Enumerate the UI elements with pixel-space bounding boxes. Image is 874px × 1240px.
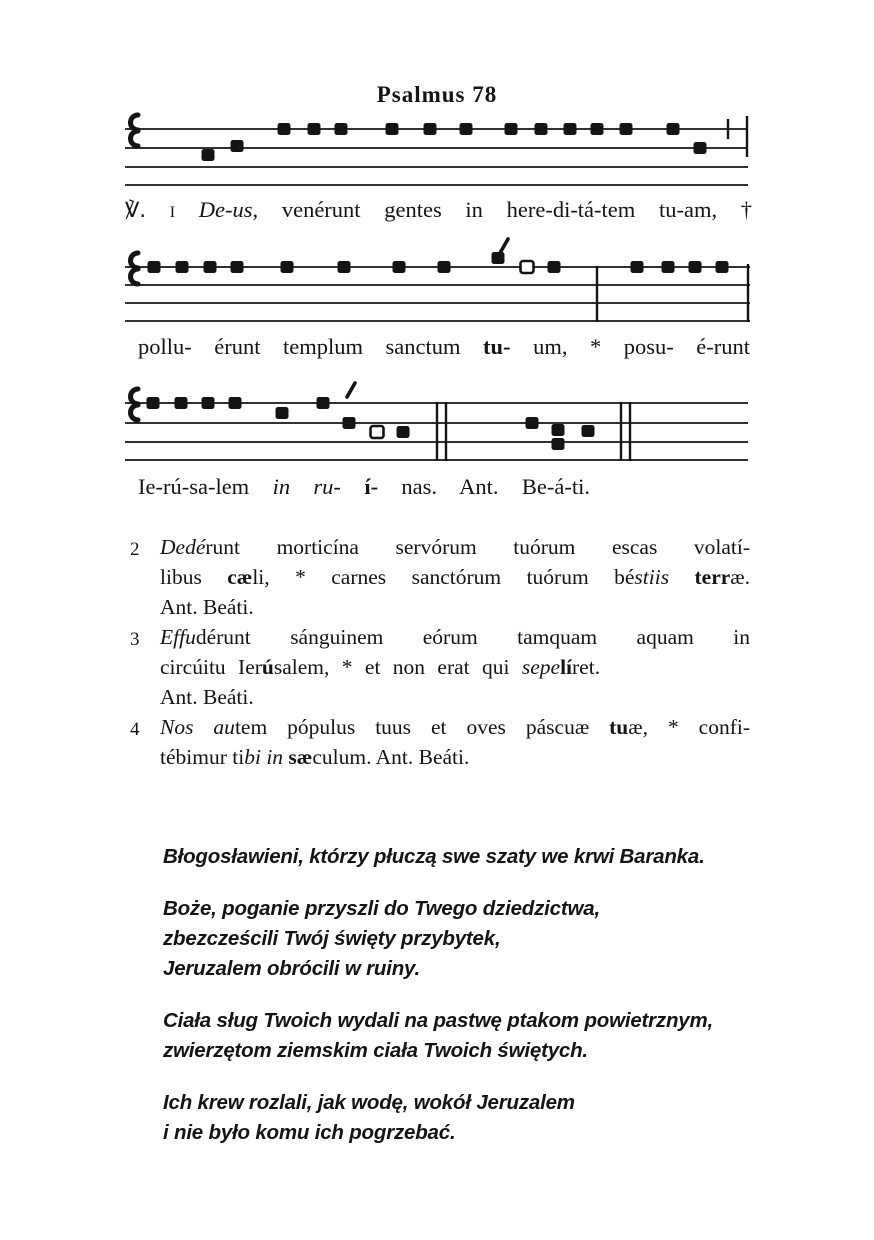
text-segment: cæ (227, 565, 253, 589)
punctum-note (397, 426, 410, 438)
polish-line: Boże, poganie przyszli do Twego dziedzictwa, (163, 897, 600, 920)
verse-line (160, 682, 750, 712)
punctum-note (548, 261, 561, 273)
polish-line: Ich krew rozlali, jak wodę, wokół Jeruzalem (163, 1091, 575, 1114)
punctum-note (343, 417, 356, 429)
verse-line (160, 652, 750, 682)
punctum-note (148, 261, 161, 273)
text-segment: culum. Ant. Beáti. (312, 745, 470, 769)
verse-number: 2 (130, 539, 140, 560)
punctum-note (438, 261, 451, 273)
punctum-note (526, 417, 539, 429)
punctum-note (175, 397, 188, 409)
punctum-note (202, 149, 215, 161)
polish-line: Błogosławieni, którzy płuczą swe szaty we krwi Baranka. (163, 845, 705, 868)
text-segment (175, 197, 199, 222)
verse-number: 4 (130, 719, 140, 740)
punctum-note (424, 123, 437, 135)
punctum-cavum-note (371, 426, 384, 438)
polish-paragraph (163, 842, 803, 872)
text-segment: terr (694, 565, 731, 589)
punctum-cavum-note (521, 261, 534, 273)
verse-line (160, 562, 750, 592)
verse-3 (128, 622, 750, 712)
polish-paragraph (163, 1006, 803, 1066)
text-segment: tu (609, 715, 629, 739)
punctum-note (552, 438, 565, 450)
punctum-note (229, 397, 242, 409)
chant-text-line-2 (138, 333, 750, 361)
text-segment (669, 565, 694, 589)
text-segment: lí (560, 655, 573, 679)
chant-staff-3 (118, 378, 766, 470)
punctum-note (620, 123, 633, 135)
text-segment: tébimur ti (160, 745, 245, 769)
polish-paragraph (163, 894, 803, 984)
text-segment: sæ (288, 745, 313, 769)
polish-line: Ciała sług Twoich wydali na pastwę ptakom powietrznym, (163, 1009, 714, 1032)
polish-translation (163, 842, 803, 1170)
punctum-note (505, 123, 518, 135)
punctum-note (694, 142, 707, 154)
text-segment: circúitu Ier (160, 655, 262, 679)
polish-line: zbezcześcili Twój święty przybytek, (163, 927, 501, 950)
text-segment: venérunt gentes in here-di-tá-tem tu-am, † (258, 197, 753, 222)
ictus-accent-icon (347, 383, 355, 397)
text-segment: Ie-rú-sa-lem (138, 474, 273, 499)
do-clef-icon (131, 131, 138, 146)
punctum-note (281, 261, 294, 273)
text-segment: libus (160, 565, 228, 589)
punctum-note (317, 397, 330, 409)
punctum-note (582, 425, 595, 437)
text-segment: æ, * confi- (628, 715, 751, 739)
text-segment: tem pópulus tuus et oves páscuæ (234, 715, 610, 739)
punctum-note (689, 261, 702, 273)
polish-paragraph (163, 1088, 803, 1148)
psalm-title: Psalmus 78 (376, 82, 498, 107)
punctum-note (204, 261, 217, 273)
punctum-note (460, 123, 473, 135)
verse-line (160, 592, 750, 622)
punctum-note (535, 123, 548, 135)
punctum-note (667, 123, 680, 135)
punctum-note (492, 252, 505, 264)
text-segment: Ant. Beáti. (160, 595, 254, 619)
punctum-note (338, 261, 351, 273)
text-segment: li, * carnes sanctórum tuórum bé (252, 565, 635, 589)
punctum-note (147, 397, 160, 409)
punctum-note (386, 123, 399, 135)
text-segment: tu- (483, 334, 511, 359)
text-segment: bi (244, 745, 261, 769)
punctum-note (308, 123, 321, 135)
text-segment: um, * posu- é-runt (510, 334, 750, 359)
text-segment: pollu- érunt templum sanctum (138, 334, 484, 359)
punctum-note (276, 407, 289, 419)
text-segment: ret. (572, 655, 601, 679)
chant-text-line-1 (125, 196, 752, 224)
punctum-note (176, 261, 189, 273)
text-segment: sepe (521, 655, 561, 679)
text-segment: í- (364, 474, 379, 499)
text-segment: Ant. Beáti. (160, 685, 254, 709)
ictus-accent-icon (500, 239, 508, 253)
do-clef-icon (131, 253, 138, 268)
punctum-note (631, 261, 644, 273)
punctum-note (662, 261, 675, 273)
text-segment: Dedé (160, 535, 206, 559)
punctum-note (231, 140, 244, 152)
do-clef-icon (131, 269, 138, 284)
polish-line: i nie było komu ich pogrzebać. (163, 1121, 456, 1144)
verse-line (160, 532, 750, 562)
text-segment: i (169, 197, 176, 222)
verse-line (160, 622, 750, 652)
text-segment: runt morticína servórum tuórum escas volatí- (205, 535, 750, 559)
do-clef-icon (131, 405, 138, 420)
punctum-note (591, 123, 604, 135)
text-segment: ú (261, 655, 274, 679)
verse-line (160, 712, 750, 742)
polish-line: zwierzętom ziemskim ciała Twoich świętych. (163, 1039, 588, 1062)
chant-staff-2 (118, 232, 766, 332)
verse-number: 3 (130, 629, 140, 650)
chant-staff-1 (118, 100, 766, 195)
text-segment: in ru- (272, 474, 341, 499)
text-segment: Nos au (160, 715, 235, 739)
do-clef-icon (131, 389, 138, 404)
text-segment: ℣. (125, 198, 147, 222)
verse-4 (128, 712, 750, 772)
punctum-note (552, 424, 565, 436)
verse-line (160, 742, 750, 772)
punctum-note (716, 261, 729, 273)
text-segment: Effu (160, 625, 196, 649)
punctum-note (231, 261, 244, 273)
text-segment: in (266, 745, 284, 769)
latin-verses (128, 532, 750, 772)
text-segment: stiis (634, 565, 670, 589)
chant-text-line-3 (138, 473, 590, 501)
punctum-note (278, 123, 291, 135)
text-segment: æ. (730, 565, 751, 589)
text-segment: salem, * et non erat qui (273, 655, 522, 679)
text-segment: nas. Ant. Be-á-ti. (378, 474, 591, 499)
text-segment (341, 474, 364, 499)
do-clef-icon (131, 115, 138, 130)
punctum-note (564, 123, 577, 135)
verse-2 (128, 532, 750, 622)
text-segment: dérunt sánguinem eórum tamquam aquam in (195, 625, 750, 649)
punctum-note (393, 261, 406, 273)
polish-line: Jeruzalem obrócili w ruiny. (163, 957, 420, 980)
text-segment: De-us, (198, 197, 259, 222)
punctum-note (335, 123, 348, 135)
punctum-note (202, 397, 215, 409)
text-segment (146, 197, 170, 222)
